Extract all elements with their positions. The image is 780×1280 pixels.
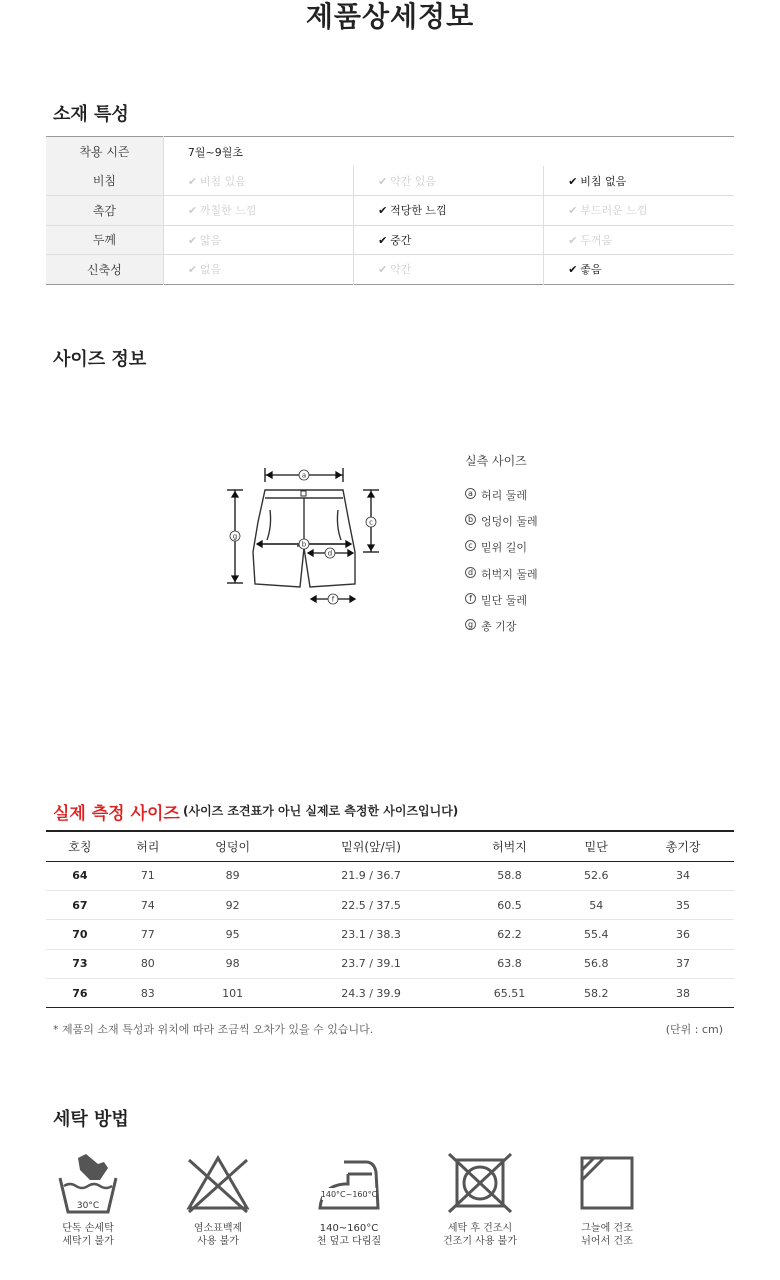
material-option-label: 두꺼움 bbox=[580, 233, 613, 247]
size-info-title: 사이즈 정보 bbox=[53, 349, 147, 370]
table-cell: 38 bbox=[676, 986, 691, 1000]
material-option-label: 약간 있음 bbox=[390, 174, 437, 188]
legend-mark: g bbox=[465, 619, 476, 630]
check-icon: ✔ bbox=[187, 174, 198, 188]
table-cell: 55.4 bbox=[560, 920, 632, 949]
measured-size-note: (사이즈 조견표가 아닌 실제로 측정한 사이즈입니다) bbox=[183, 804, 459, 818]
table-row bbox=[46, 979, 734, 1008]
table-cell: 54 bbox=[560, 890, 632, 919]
table-header-row bbox=[46, 831, 734, 861]
table-cell: 98 bbox=[182, 949, 284, 978]
material-option-label: 약간 bbox=[390, 263, 412, 277]
hand-wash-temp: 30°C bbox=[76, 1201, 100, 1211]
table-row bbox=[46, 196, 734, 226]
wash-label: 단독 손세탁 세탁기 불가 bbox=[62, 1223, 114, 1247]
wash-item-iron bbox=[294, 1150, 404, 1248]
table-row bbox=[46, 137, 734, 167]
material-option-label: 중간 bbox=[390, 233, 412, 247]
material-option bbox=[354, 225, 544, 255]
table-cell: 23.1 / 38.3 bbox=[284, 920, 459, 949]
wash-label: 그늘에 건조 뉘어서 건조 bbox=[581, 1223, 633, 1247]
size-unit: (단위 : cm) bbox=[665, 1023, 723, 1036]
check-icon: ✔ bbox=[187, 263, 198, 277]
hand-wash-icon bbox=[56, 1150, 120, 1216]
svg-text:b: b bbox=[301, 540, 307, 549]
svg-text:g: g bbox=[232, 532, 238, 541]
table-cell: 35 bbox=[632, 890, 734, 919]
material-option-label: 없음 bbox=[199, 263, 222, 277]
material-option bbox=[163, 255, 353, 285]
legend-item bbox=[465, 566, 538, 592]
table-cell: 22.5 / 37.5 bbox=[284, 890, 459, 919]
material-row-label: 두께 bbox=[46, 225, 163, 255]
washing-title: 세탁 방법 bbox=[53, 1109, 129, 1130]
check-icon: ✔ bbox=[378, 204, 388, 218]
svg-text:a: a bbox=[301, 471, 307, 480]
material-option bbox=[544, 255, 734, 285]
size-table bbox=[46, 830, 734, 1008]
material-option bbox=[163, 225, 353, 255]
wash-label: 140~160°C 천 덮고 다림질 bbox=[316, 1223, 382, 1247]
table-row bbox=[46, 166, 734, 196]
check-icon: ✔ bbox=[568, 233, 578, 247]
iron-temp: 140°C~160°C bbox=[320, 1190, 378, 1199]
svg-text:f: f bbox=[331, 595, 335, 604]
table-row bbox=[46, 255, 734, 285]
season-label: 착용 시즌 bbox=[46, 137, 163, 167]
no-tumble-dry-icon bbox=[445, 1150, 515, 1216]
no-bleach-icon bbox=[183, 1150, 253, 1216]
legend-item bbox=[465, 618, 538, 644]
table-cell: 89 bbox=[182, 861, 284, 890]
table-row bbox=[46, 225, 734, 255]
column-header: 허벅지 bbox=[459, 831, 561, 861]
table-row bbox=[46, 890, 734, 919]
table-cell: 65.51 bbox=[493, 986, 526, 1000]
check-icon: ✔ bbox=[568, 174, 578, 188]
svg-text:c: c bbox=[369, 518, 373, 527]
check-icon: ✔ bbox=[187, 233, 198, 247]
material-row-label: 촉감 bbox=[46, 196, 163, 226]
wash-label: 세탁 후 건조시 건조기 사용 불가 bbox=[443, 1223, 517, 1247]
wash-label: 염소표백제 사용 불가 bbox=[193, 1223, 243, 1247]
material-option-label: 비침 있음 bbox=[199, 174, 246, 188]
legend-label: 밑단 둘레 bbox=[481, 593, 528, 607]
table-cell: 58.2 bbox=[584, 986, 609, 1000]
legend-label: 밑위 길이 bbox=[481, 541, 528, 555]
material-option-label: 얇음 bbox=[199, 233, 222, 247]
table-cell: 62.2 bbox=[459, 920, 561, 949]
material-option bbox=[544, 196, 734, 226]
wash-item-no-bleach bbox=[163, 1150, 273, 1248]
check-icon: ✔ bbox=[378, 233, 388, 247]
check-icon: ✔ bbox=[378, 174, 388, 188]
measured-size-title: 실제 측정 사이즈 bbox=[53, 804, 180, 824]
table-row bbox=[46, 920, 734, 949]
shorts-diagram bbox=[215, 460, 395, 610]
column-header: 엉덩이 bbox=[182, 831, 284, 861]
table-cell: 63.8 bbox=[459, 949, 561, 978]
column-header: 허리 bbox=[114, 831, 182, 861]
size-legend bbox=[465, 452, 538, 644]
column-header: 총기장 bbox=[632, 831, 734, 861]
shade-dry-icon bbox=[572, 1150, 642, 1216]
legend-label: 엉덩이 둘레 bbox=[481, 515, 538, 529]
table-cell: 24.3 / 39.9 bbox=[341, 986, 401, 1000]
table-cell: 95 bbox=[182, 920, 284, 949]
page-title: 제품상세정보 bbox=[305, 0, 475, 33]
material-option-label: 좋음 bbox=[580, 263, 602, 277]
material-row-label: 신축성 bbox=[46, 255, 163, 285]
wash-item-shade-dry bbox=[552, 1150, 662, 1248]
column-header: 밑단 bbox=[560, 831, 632, 861]
legend-mark: c bbox=[465, 540, 476, 551]
table-cell: 80 bbox=[114, 949, 182, 978]
svg-text:d: d bbox=[327, 549, 333, 558]
legend-mark: f bbox=[465, 593, 476, 604]
iron-icon bbox=[314, 1150, 384, 1216]
material-option bbox=[544, 166, 734, 196]
check-icon: ✔ bbox=[568, 204, 578, 218]
legend-item bbox=[465, 592, 538, 618]
table-cell: 70 bbox=[46, 920, 114, 949]
legend-label: 허벅지 둘레 bbox=[481, 567, 538, 581]
table-cell: 37 bbox=[632, 949, 734, 978]
table-cell: 34 bbox=[632, 861, 734, 890]
legend-mark: a bbox=[465, 488, 476, 499]
table-cell: 60.5 bbox=[459, 890, 561, 919]
check-icon: ✔ bbox=[568, 263, 578, 277]
table-cell: 74 bbox=[114, 890, 182, 919]
check-icon: ✔ bbox=[378, 263, 388, 277]
wash-item-hand-wash bbox=[33, 1150, 143, 1248]
legend-label: 총 기장 bbox=[481, 619, 517, 633]
season-value: 7월~9월초 bbox=[163, 137, 734, 167]
material-option bbox=[354, 166, 544, 196]
table-cell: 92 bbox=[182, 890, 284, 919]
material-option-label: 부드러운 느낌 bbox=[580, 204, 648, 218]
material-row-label: 비침 bbox=[46, 166, 163, 196]
size-footnote: * 제품의 소재 특성과 위치에 따라 조금씩 오차가 있을 수 있습니다. bbox=[53, 1023, 374, 1036]
material-option-label: 까칠한 느낌 bbox=[199, 204, 257, 218]
table-cell: 77 bbox=[114, 920, 182, 949]
table-cell: 67 bbox=[46, 890, 114, 919]
table-cell: 52.6 bbox=[560, 861, 632, 890]
table-cell: 23.7 / 39.1 bbox=[284, 949, 459, 978]
table-row bbox=[46, 861, 734, 890]
check-icon: ✔ bbox=[187, 204, 198, 218]
material-table bbox=[46, 136, 734, 285]
material-option bbox=[544, 225, 734, 255]
table-cell: 36 bbox=[632, 920, 734, 949]
material-option bbox=[163, 196, 353, 226]
column-header: 밑위(앞/뒤) bbox=[284, 831, 459, 861]
material-option-label: 적당한 느낌 bbox=[390, 204, 447, 218]
material-option-label: 비침 없음 bbox=[580, 174, 627, 188]
wash-item-no-tumble-dry bbox=[425, 1150, 535, 1248]
material-option bbox=[354, 196, 544, 226]
table-cell: 58.8 bbox=[459, 861, 561, 890]
legend-mark: d bbox=[465, 567, 476, 578]
table-cell: 101 bbox=[222, 986, 244, 1000]
table-cell: 56.8 bbox=[560, 949, 632, 978]
legend-item bbox=[465, 487, 538, 513]
material-option bbox=[354, 255, 544, 285]
table-cell: 73 bbox=[46, 949, 114, 978]
table-row bbox=[46, 949, 734, 978]
table-cell: 71 bbox=[114, 861, 182, 890]
table-cell: 21.9 / 36.7 bbox=[284, 861, 459, 890]
material-section-title: 소재 특성 bbox=[53, 104, 129, 125]
table-cell: 64 bbox=[46, 861, 114, 890]
legend-label: 허리 둘레 bbox=[481, 489, 528, 502]
legend-mark: b bbox=[465, 514, 476, 525]
table-cell: 83 bbox=[140, 986, 155, 1000]
legend-item bbox=[465, 539, 538, 565]
legend-item bbox=[465, 513, 538, 539]
material-option bbox=[163, 166, 353, 196]
column-header: 호칭 bbox=[46, 831, 114, 861]
legend-title: 실측 사이즈 bbox=[465, 454, 527, 468]
table-cell: 76 bbox=[72, 986, 88, 1000]
